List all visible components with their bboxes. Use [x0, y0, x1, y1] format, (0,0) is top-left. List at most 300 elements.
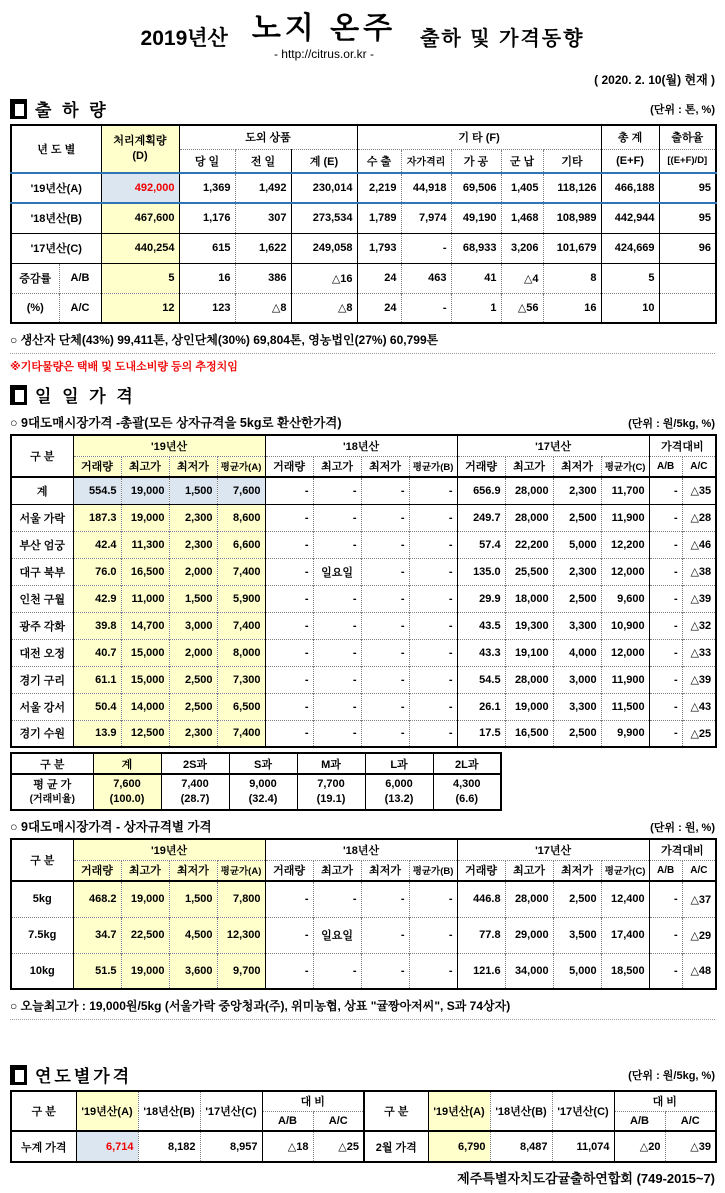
table-cell: 34,000	[505, 953, 553, 989]
table-cell: 2,500	[553, 504, 601, 531]
table-cell: 2,300	[553, 477, 601, 504]
table-cell: 7,600	[217, 477, 265, 504]
table-cell: 1,500	[169, 477, 217, 504]
row-label: '19년산(A)	[11, 173, 101, 203]
table-cell	[93, 774, 161, 810]
publisher-footer: 제주특별자치도감귤출하연합회 (749-2015~7)	[457, 1171, 715, 1186]
table-cell: 40.7	[73, 639, 121, 666]
table-cell: △48	[682, 953, 716, 989]
group-header-price-vs: 가격대비	[649, 435, 716, 456]
table-cell: -	[265, 639, 313, 666]
table-cell: 656.9	[457, 477, 505, 504]
column-header-y18: '18년산(B)	[138, 1091, 200, 1131]
ratio: (13.2)	[384, 793, 414, 805]
table-cell: 1,405	[501, 173, 543, 203]
column-header: M과	[297, 753, 365, 774]
table-cell: 442,944	[601, 203, 659, 233]
table-cell	[297, 774, 365, 810]
table-cell: -	[409, 612, 457, 639]
table-cell: 3,000	[553, 666, 601, 693]
table-cell: -	[361, 558, 409, 585]
table-cell: 12,000	[601, 639, 649, 666]
table-cell: 3,600	[169, 953, 217, 989]
title-subtitle: 출하 및 가격동향	[420, 28, 585, 50]
table-cell	[659, 293, 716, 323]
table-row-market	[11, 612, 716, 639]
table-row-19	[11, 173, 716, 203]
table-cell: -	[409, 477, 457, 504]
table-cell: 1,793	[357, 233, 401, 263]
table-cell: -	[409, 585, 457, 612]
table-cell: -	[265, 693, 313, 720]
table-cell: -	[409, 639, 457, 666]
table-cell: △32	[682, 612, 716, 639]
table-cell: 16,500	[121, 558, 169, 585]
table-cell: -	[649, 558, 682, 585]
report-date: ( 2020. 2. 10(월) 현재 )	[594, 73, 715, 87]
table-row-market	[11, 531, 716, 558]
table-cell: 1,176	[179, 203, 235, 233]
table-cell: 69,506	[451, 173, 501, 203]
column-header-ac: A/C	[682, 456, 716, 477]
column-header: 거래량	[73, 456, 121, 477]
group-header-daebi: 대 비	[614, 1091, 716, 1111]
table-cell: -	[313, 504, 361, 531]
row-label: 대전 오정	[11, 639, 73, 666]
table-cell: 41	[451, 263, 501, 293]
section-square-icon	[10, 1065, 27, 1085]
etc-volume-note: ※기타물량은 택배 및 도내소비량 등의 추정치임	[10, 361, 238, 373]
daily-overall-subheader	[10, 413, 715, 431]
table-cell: 446.8	[457, 881, 505, 917]
daily-header-row-1	[11, 435, 716, 456]
table-row-market	[11, 639, 716, 666]
table-cell: -	[361, 585, 409, 612]
column-header-total-sub: (E+F)	[601, 149, 659, 173]
table-cell: -	[361, 666, 409, 693]
table-cell: 6,600	[217, 531, 265, 558]
box-header-row-2	[11, 860, 716, 881]
table-cell: 2,300	[169, 504, 217, 531]
table-cell: 6,790	[428, 1131, 490, 1162]
table-cell	[433, 774, 501, 810]
column-header-gubun: 구 분	[30, 451, 55, 463]
shipment-table	[10, 124, 717, 324]
title-center	[252, 14, 396, 61]
table-cell: △28	[682, 504, 716, 531]
column-header: 최저가	[361, 860, 409, 881]
section-shipment-header	[10, 96, 715, 121]
value: 7,400	[181, 778, 209, 791]
column-header: 평균가(B)	[409, 456, 457, 477]
table-cell: 29,000	[505, 917, 553, 953]
table-cell: △8	[235, 293, 291, 323]
table-cell: -	[313, 477, 361, 504]
section-title-yearly: 연도별가격	[35, 1067, 133, 1086]
table-cell: 5	[101, 263, 179, 293]
table-cell: △39	[665, 1131, 716, 1162]
table-cell: △4	[501, 263, 543, 293]
table-cell: -	[409, 693, 457, 720]
column-header-y17: '17년산(C)	[552, 1091, 614, 1131]
table-row-change-ab	[11, 263, 716, 293]
column-header: 최저가	[169, 860, 217, 881]
shipment-unit-label: (단위 : 톤, %)	[650, 103, 715, 116]
section-title-daily: 일 일 가 격	[35, 387, 136, 406]
table-row-7-5kg	[11, 917, 716, 953]
table-cell: 96	[659, 233, 716, 263]
row-label: 5kg	[11, 881, 73, 917]
column-header-military: 군 납	[501, 149, 543, 173]
table-cell: 15,000	[121, 666, 169, 693]
table-cell: △38	[682, 558, 716, 585]
table-cell-sunday: 일요일	[313, 558, 361, 585]
row-label: 인천 구월	[11, 585, 73, 612]
column-header-ac: A/C	[682, 860, 716, 881]
table-cell	[659, 263, 716, 293]
table-cell: -	[265, 666, 313, 693]
table-cell: 273,534	[291, 203, 357, 233]
table-cell: 22,500	[121, 917, 169, 953]
table-cell: -	[401, 293, 451, 323]
table-row-10kg	[11, 953, 716, 989]
column-header: 최고가	[121, 456, 169, 477]
table-row-change-ac	[11, 293, 716, 323]
row-label: '17년산(C)	[11, 233, 101, 263]
column-header: 최저가	[553, 860, 601, 881]
table-cell: 5,000	[553, 531, 601, 558]
table-cell: 29.9	[457, 585, 505, 612]
value: 9,000	[249, 778, 277, 791]
table-cell: 24	[357, 293, 401, 323]
table-cell: 28,000	[505, 881, 553, 917]
table-cell: 386	[235, 263, 291, 293]
row-label: 계	[11, 477, 73, 504]
table-cell: -	[649, 666, 682, 693]
table-cell: -	[649, 477, 682, 504]
spacer	[10, 1020, 715, 1054]
table-cell: 249.7	[457, 504, 505, 531]
table-cell: 554.5	[73, 477, 121, 504]
table-cell: 42.4	[73, 531, 121, 558]
table-cell: 3,500	[553, 917, 601, 953]
table-cell: 22,200	[505, 531, 553, 558]
table-cell: 2,500	[169, 693, 217, 720]
column-header: 평균가(B)	[409, 860, 457, 881]
table-cell: -	[361, 531, 409, 558]
table-cell: 2,300	[553, 558, 601, 585]
column-header-total: 계	[93, 753, 161, 774]
table-row-17	[11, 233, 716, 263]
table-cell: △33	[682, 639, 716, 666]
table-cell: 5	[601, 263, 659, 293]
table-cell: 42.9	[73, 585, 121, 612]
table-cell: 77.8	[457, 917, 505, 953]
table-cell: 1,622	[235, 233, 291, 263]
table-cell-sunday: 일요일	[313, 917, 361, 953]
shipment-header-row-1	[11, 125, 716, 149]
table-cell: 2,300	[169, 720, 217, 747]
table-cell: 7,400	[217, 720, 265, 747]
table-cell: 24	[357, 263, 401, 293]
row-label: 경기 구리	[11, 666, 73, 693]
table-cell: 8,957	[200, 1131, 262, 1162]
table-cell: -	[649, 693, 682, 720]
row-label	[11, 774, 93, 810]
page-title: 노지 온주	[251, 12, 397, 45]
table-cell: 4,000	[553, 639, 601, 666]
column-header: 최저가	[361, 456, 409, 477]
table-row-market	[11, 558, 716, 585]
table-cell: 8,000	[217, 639, 265, 666]
ratio: (19.1)	[316, 793, 346, 805]
table-cell: 2,219	[357, 173, 401, 203]
producer-note: ○ 생산자 단체(43%) 99,411톤, 상인단체(30%) 69,804톤, 영농법인(27%) 60,799톤	[10, 331, 715, 354]
section-square-icon	[10, 99, 27, 119]
table-cell: 14,000	[121, 693, 169, 720]
table-cell: 19,000	[121, 881, 169, 917]
ratio: (6.6)	[455, 793, 479, 805]
table-cell: -	[265, 612, 313, 639]
table-cell: 1,492	[235, 173, 291, 203]
table-cell: 19,000	[121, 477, 169, 504]
table-cell: 2,500	[553, 881, 601, 917]
group-header-etc: 기 타 (F)	[357, 125, 601, 149]
table-cell: 11,074	[552, 1131, 614, 1162]
table-cell: -	[649, 531, 682, 558]
table-cell: 466,188	[601, 173, 659, 203]
table-cell: -	[361, 720, 409, 747]
daily-box-unit: (단위 : 원, %)	[650, 822, 715, 834]
column-header-gubun: 구 분	[31, 1106, 56, 1118]
table-cell: 68,933	[451, 233, 501, 263]
table-cell: △25	[682, 720, 716, 747]
column-header: 거래량	[457, 860, 505, 881]
table-cell: △18	[262, 1131, 313, 1162]
table-cell: -	[649, 639, 682, 666]
table-cell: 19,000	[121, 504, 169, 531]
column-header-ac: A/C	[313, 1111, 364, 1131]
column-header-prev: 전 일	[235, 149, 291, 173]
table-cell: -	[313, 693, 361, 720]
daily-header-row-2	[11, 456, 716, 477]
table-cell: 15,000	[121, 639, 169, 666]
table-cell: -	[313, 953, 361, 989]
table-cell: 12,400	[601, 881, 649, 917]
group-header-y19: '19년산	[73, 435, 265, 456]
table-cell: -	[361, 917, 409, 953]
table-cell: -	[313, 531, 361, 558]
table-cell: -	[409, 881, 457, 917]
column-header: 2S과	[161, 753, 229, 774]
column-header: 최고가	[313, 456, 361, 477]
value: 7,600	[113, 778, 141, 791]
table-cell	[229, 774, 297, 810]
yearly-unit-label: (단위 : 원/5kg, %)	[628, 1069, 715, 1082]
table-cell: 34.7	[73, 917, 121, 953]
table-cell: 76.0	[73, 558, 121, 585]
table-cell: 1	[451, 293, 501, 323]
table-cell: 1,468	[501, 203, 543, 233]
table-cell: -	[649, 953, 682, 989]
column-header-ab: A/B	[262, 1111, 313, 1131]
group-header-price-vs: 가격대비	[649, 839, 716, 860]
table-cell: △8	[291, 293, 357, 323]
column-header-gubun: 구 분	[30, 855, 55, 867]
table-cell: -	[265, 953, 313, 989]
table-cell: 57.4	[457, 531, 505, 558]
table-cell: 7,800	[217, 881, 265, 917]
table-cell: △25	[313, 1131, 364, 1162]
table-cell: 25,500	[505, 558, 553, 585]
table-cell: 12	[101, 293, 179, 323]
table-cell: -	[409, 504, 457, 531]
table-cell: 12,500	[121, 720, 169, 747]
table-cell: 54.5	[457, 666, 505, 693]
table-cell: 43.3	[457, 639, 505, 666]
table-cell: 123	[179, 293, 235, 323]
table-cell: 8,487	[490, 1131, 552, 1162]
table-cell: -	[265, 531, 313, 558]
table-cell: -	[265, 477, 313, 504]
group-header-y18: '18년산	[265, 435, 457, 456]
column-header-quarantine: 자가격리	[401, 149, 451, 173]
table-cell: 12,300	[217, 917, 265, 953]
table-cell: -	[361, 881, 409, 917]
table-cell: -	[649, 585, 682, 612]
group-header-y19: '19년산	[73, 839, 265, 860]
value: 7,700	[317, 778, 345, 791]
table-cell: 7,400	[217, 612, 265, 639]
table-cell: △20	[614, 1131, 665, 1162]
row-label: 대구 북부	[11, 558, 73, 585]
table-row-market	[11, 693, 716, 720]
table-cell: 118,126	[543, 173, 601, 203]
table-cell: 249,058	[291, 233, 357, 263]
table-cell: -	[361, 693, 409, 720]
group-header-y18: '18년산	[265, 839, 457, 860]
column-header: 거래량	[265, 860, 313, 881]
column-header-ac: A/C	[665, 1111, 716, 1131]
table-cell: 5,000	[553, 953, 601, 989]
document-header	[10, 14, 715, 61]
ratio: (32.4)	[248, 793, 278, 805]
value: 6,000	[385, 778, 413, 791]
section-square-icon	[10, 385, 27, 405]
row-label: 광주 각화	[11, 612, 73, 639]
row-label: 증감률	[11, 263, 59, 293]
ratio: (100.0)	[109, 793, 145, 805]
table-cell: △37	[682, 881, 716, 917]
table-cell: 108,989	[543, 203, 601, 233]
table-cell: 2,000	[169, 639, 217, 666]
column-header: 2L과	[433, 753, 501, 774]
column-header: 최고가	[505, 860, 553, 881]
table-cell: -	[265, 504, 313, 531]
table-cell: 9,900	[601, 720, 649, 747]
table-cell: 10,900	[601, 612, 649, 639]
row-label: '18년산(B)	[11, 203, 101, 233]
ratio: (28.7)	[180, 793, 210, 805]
table-cell: 19,100	[505, 639, 553, 666]
table-row-market	[11, 720, 716, 747]
section-daily-header	[10, 382, 715, 407]
table-cell: △46	[682, 531, 716, 558]
column-header: 평균가(A)	[217, 860, 265, 881]
table-cell: 615	[179, 233, 235, 263]
table-cell: 307	[235, 203, 291, 233]
table-cell: 11,300	[121, 531, 169, 558]
row-label: 서울 강서	[11, 693, 73, 720]
table-cell: -	[265, 917, 313, 953]
column-header: 거래량	[265, 456, 313, 477]
table-cell: 9,600	[601, 585, 649, 612]
table-cell: 19,000	[121, 953, 169, 989]
table-cell: 11,900	[601, 504, 649, 531]
table-cell: 2,500	[553, 720, 601, 747]
table-cell: 1,500	[169, 585, 217, 612]
row-label: 2월 가격	[364, 1131, 428, 1162]
table-cell: -	[313, 881, 361, 917]
table-row-18	[11, 203, 716, 233]
table-cell: -	[361, 639, 409, 666]
site-url-link[interactable]: - http://citrus.or.kr -	[273, 47, 374, 61]
table-cell: 3,300	[553, 612, 601, 639]
table-cell: -	[313, 585, 361, 612]
table-cell: 13.9	[73, 720, 121, 747]
table-cell: 16	[543, 293, 601, 323]
daily-box-title: ○ 9대도매시장가격 - 상자규격별 가격	[10, 820, 212, 834]
table-cell: 11,000	[121, 585, 169, 612]
table-cell: 51.5	[73, 953, 121, 989]
size-header-row	[11, 753, 501, 774]
size-value-row	[11, 774, 501, 810]
table-cell: 3,206	[501, 233, 543, 263]
size-average-table	[10, 752, 502, 811]
table-cell: 2,000	[169, 558, 217, 585]
table-row-market	[11, 585, 716, 612]
table-cell: 17,400	[601, 917, 649, 953]
table-cell: -	[409, 953, 457, 989]
column-header-ab: A/B	[649, 456, 682, 477]
table-row-5kg	[11, 881, 716, 917]
avg-price-label: 평 균 가	[33, 778, 72, 791]
table-cell: 95	[659, 173, 716, 203]
table-cell: △35	[682, 477, 716, 504]
table-cell: -	[313, 612, 361, 639]
table-cell: 17.5	[457, 720, 505, 747]
row-label: 부산 엄궁	[11, 531, 73, 558]
column-header-rate: 출하율	[659, 125, 716, 149]
row-sublabel: A/B	[59, 263, 101, 293]
table-cell: -	[313, 639, 361, 666]
table-cell: 28,000	[505, 477, 553, 504]
table-cell: 28,000	[505, 666, 553, 693]
table-cell: 2,500	[169, 666, 217, 693]
daily-overall-unit: (단위 : 원/5kg, %)	[628, 418, 715, 430]
table-cell: 11,500	[601, 693, 649, 720]
column-header-plan	[101, 125, 179, 173]
group-header-daebi: 대 비	[262, 1091, 364, 1111]
section-yearly-header	[10, 1062, 715, 1087]
column-header-export: 수 출	[357, 149, 401, 173]
table-cell: 135.0	[457, 558, 505, 585]
table-cell: 492,000	[101, 173, 179, 203]
plan-line-2: (D)	[132, 150, 148, 162]
column-header-y19: '19년산(A)	[428, 1091, 490, 1131]
table-cell: 9,700	[217, 953, 265, 989]
today-high-note: ○ 오늘최고가 : 19,000원/5kg (서울가락 중앙청과(주), 위미농협, 상표 "귤짱아저씨", S과 74상자)	[10, 997, 715, 1020]
